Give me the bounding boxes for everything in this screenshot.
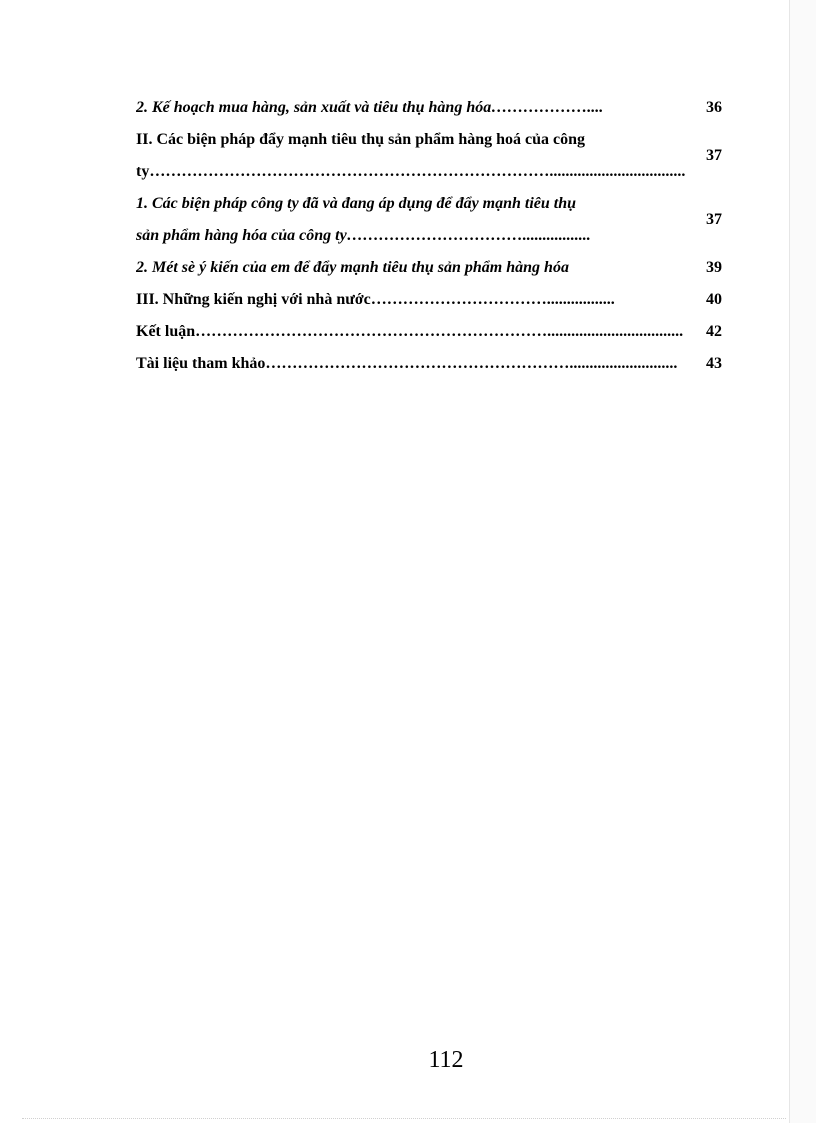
toc-entry-title: III. Những kiến nghị với nhà nước……………………………................. (136, 291, 615, 308)
toc-entry-page: 42 (706, 323, 722, 340)
toc-entry-title: 2. Kế hoạch mua hàng, sản xuất và tiêu thụ hàng hóa……………….... (136, 99, 604, 116)
toc-entry-title: 1. Các biện pháp công ty đã và đang áp dụng để đẩy mạnh tiêu thụ sản phẩm hàng hóa của công ty……………………………................. (136, 195, 591, 244)
toc-entry-page: 37 (706, 211, 722, 228)
toc-entry[interactable] (136, 92, 722, 124)
toc-entry-page: 43 (706, 355, 722, 372)
toc-entry-page: 40 (706, 291, 722, 308)
toc-entry[interactable] (136, 316, 722, 348)
toc-entry-title: II. Các biện pháp đẩy mạnh tiêu thụ sản phẩm hàng hoá của công ty………………………………………………………………….................................. (136, 131, 686, 180)
page-edge (789, 0, 816, 1123)
toc-entry-page: 39 (706, 259, 722, 276)
toc-entry[interactable] (136, 252, 722, 284)
toc-entry[interactable] (136, 124, 722, 188)
toc-entry-title: 2. Mét sè ý kiến của em để đẩy mạnh tiêu thụ sản phẩm hàng hóa (136, 259, 569, 276)
toc-entry[interactable] (136, 284, 722, 316)
toc-entry-page: 37 (706, 147, 722, 164)
page-bottom-divider (22, 1118, 786, 1119)
toc-entry-title: Tài liệu tham khảo…………………………………………………........................... (136, 355, 678, 372)
toc-entry-page: 36 (706, 99, 722, 116)
table-of-contents (136, 92, 722, 380)
toc-entry-title: Kết luận………………………………………………………….................................. (136, 323, 684, 340)
toc-entry[interactable] (136, 188, 722, 252)
page-number: 112 (428, 1047, 464, 1073)
toc-entry[interactable] (136, 348, 722, 380)
